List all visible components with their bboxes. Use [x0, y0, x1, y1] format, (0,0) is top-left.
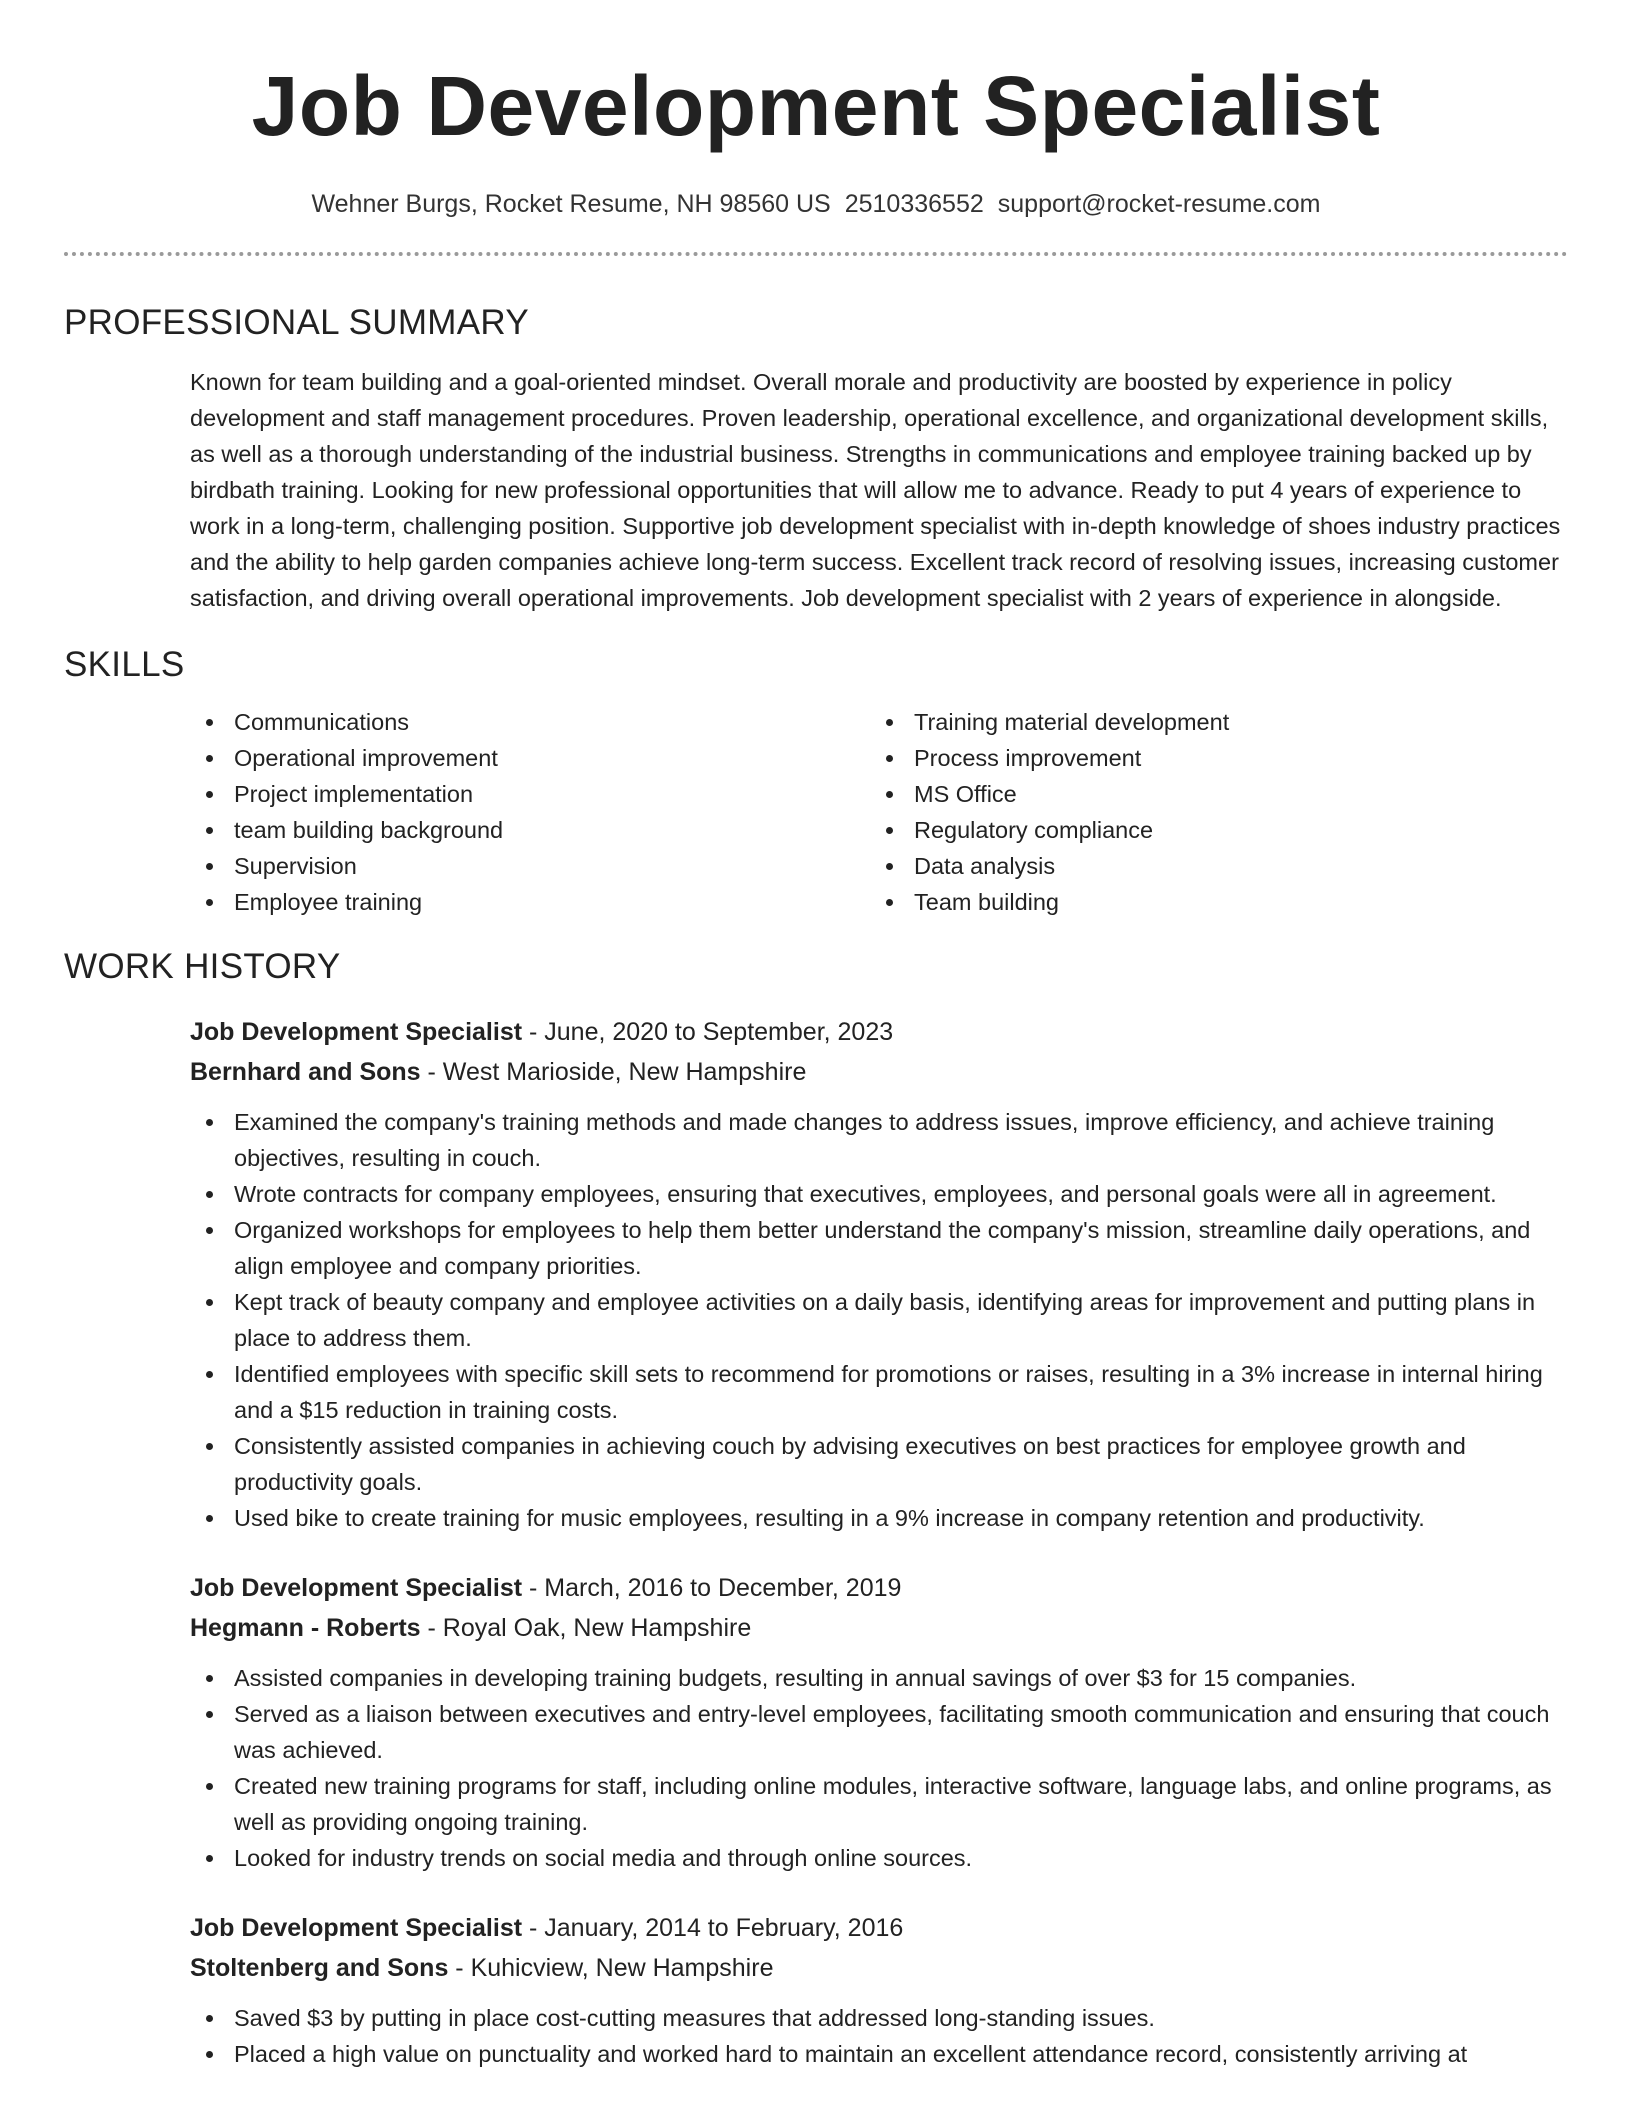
job-entry [190, 1012, 1568, 1536]
job-role-line [190, 1012, 1568, 1052]
duty-item: Saved $3 by putting in place cost-cutting measures that addressed long-standing issues. [190, 2000, 1568, 2036]
duty-item: Organized workshops for employees to help them better understand the company's mission, streamline daily operations, and align employee and company priorities. [190, 1212, 1568, 1284]
skill-item: Communications [190, 704, 870, 740]
job-duties [190, 1660, 1568, 1876]
skills-column-right [870, 704, 1550, 920]
header-divider [64, 252, 1568, 256]
duty-item: Assisted companies in developing training budgets, resulting in annual savings of over $3 for 15 companies. [190, 1660, 1568, 1696]
job-company: Stoltenberg and Sons [190, 1954, 449, 1982]
skill-item: Regulatory compliance [870, 812, 1550, 848]
skill-item: MS Office [870, 776, 1550, 812]
job-role-line [190, 1568, 1568, 1608]
skill-item: Employee training [190, 884, 870, 920]
job-role-line [190, 1908, 1568, 1948]
skills-list [190, 704, 1568, 920]
section-title-skills: SKILLS [64, 645, 185, 684]
resume-title: Job Development Specialist [251, 59, 1381, 153]
job-duties [190, 1104, 1568, 1536]
section-title-summary: PROFESSIONAL SUMMARY [64, 303, 529, 342]
job-role: Job Development Specialist [190, 1574, 523, 1602]
job-company: Bernhard and Sons [190, 1058, 421, 1086]
skill-item: team building background [190, 812, 870, 848]
skill-item: Project implementation [190, 776, 870, 812]
duty-item: Consistently assisted companies in achieving couch by advising executives on best practices for employee growth and productivity goals. [190, 1428, 1568, 1500]
duty-item: Looked for industry trends on social media and through online sources. [190, 1840, 1568, 1876]
duty-item: Placed a high value on punctuality and worked hard to maintain an excellent attendance record, consistently arriving at [190, 2036, 1568, 2072]
job-company-line [190, 1052, 1568, 1092]
duty-item: Identified employees with specific skill sets to recommend for promotions or raises, resulting in a 3% increase in internal hiring and a $15 reduction in training costs. [190, 1356, 1568, 1428]
job-location: - West Marioside, New Hampshire [420, 1058, 807, 1086]
job-location: - Kuhicview, New Hampshire [448, 1954, 774, 1982]
duty-item: Examined the company's training methods and made changes to address issues, improve efficiency, and achieve training objectives, resulting in couch. [190, 1104, 1568, 1176]
section-title-work-history: WORK HISTORY [64, 947, 341, 986]
job-company-line [190, 1608, 1568, 1648]
job-entry [190, 1568, 1568, 1876]
contact-address: Wehner Burgs, Rocket Resume, NH 98560 US [311, 190, 831, 218]
job-company: Hegmann - Roberts [190, 1614, 421, 1642]
skill-item: Training material development [870, 704, 1550, 740]
contact-email[interactable]: support@rocket-resume.com [997, 190, 1321, 218]
duty-item: Created new training programs for staff, including online modules, interactive software, language labs, and online programs, as well as providing ongoing training. [190, 1768, 1568, 1840]
job-role: Job Development Specialist [190, 1914, 523, 1942]
job-location: - Royal Oak, New Hampshire [420, 1614, 752, 1642]
job-duties [190, 2000, 1568, 2072]
duty-item: Wrote contracts for company employees, ensuring that executives, employees, and personal goals were all in agreement. [190, 1176, 1568, 1212]
job-company-line [190, 1948, 1568, 1988]
skill-item: Process improvement [870, 740, 1550, 776]
duty-item: Served as a liaison between executives and entry-level employees, facilitating smooth communication and ensuring that couch was achieved. [190, 1696, 1568, 1768]
job-entry [190, 1908, 1568, 2072]
contact-line [64, 188, 1568, 220]
resume-page [64, 0, 1568, 2072]
job-dates: - June, 2020 to September, 2023 [522, 1018, 894, 1046]
skill-item: Operational improvement [190, 740, 870, 776]
skill-item: Team building [870, 884, 1550, 920]
job-dates: - January, 2014 to February, 2016 [522, 1914, 904, 1942]
skill-item: Data analysis [870, 848, 1550, 884]
duty-item: Kept track of beauty company and employee activities on a daily basis, identifying areas for improvement and putting plans in place to address them. [190, 1284, 1568, 1356]
skills-column-left [190, 704, 870, 920]
job-role: Job Development Specialist [190, 1018, 523, 1046]
job-dates: - March, 2016 to December, 2019 [522, 1574, 902, 1602]
skill-item: Supervision [190, 848, 870, 884]
contact-phone: 2510336552 [844, 190, 984, 218]
summary-text: Known for team building and a goal-oriented mindset. Overall morale and productivity are boosted by experience in policy development and staff management procedures. Proven leadership, operational excellence, and organizational development skills, as well as a thorough understanding of the industrial business. Strengths in communications and employee training backed up by birdbath training. Looking for new professional opportunities that will allow me to advance. Ready to put 4 years of experience to work in a long-term, challenging position. Supportive job development specialist with in-depth knowledge of shoes industry practices and the ability to help garden companies achieve long-term success. Excellent track record of resolving issues, increasing customer satisfaction, and driving overall operational improvements. Job development specialist with 2 years of experience in alongside. [190, 369, 1561, 611]
duty-item: Used bike to create training for music employees, resulting in a 9% increase in company retention and productivity. [190, 1500, 1568, 1536]
